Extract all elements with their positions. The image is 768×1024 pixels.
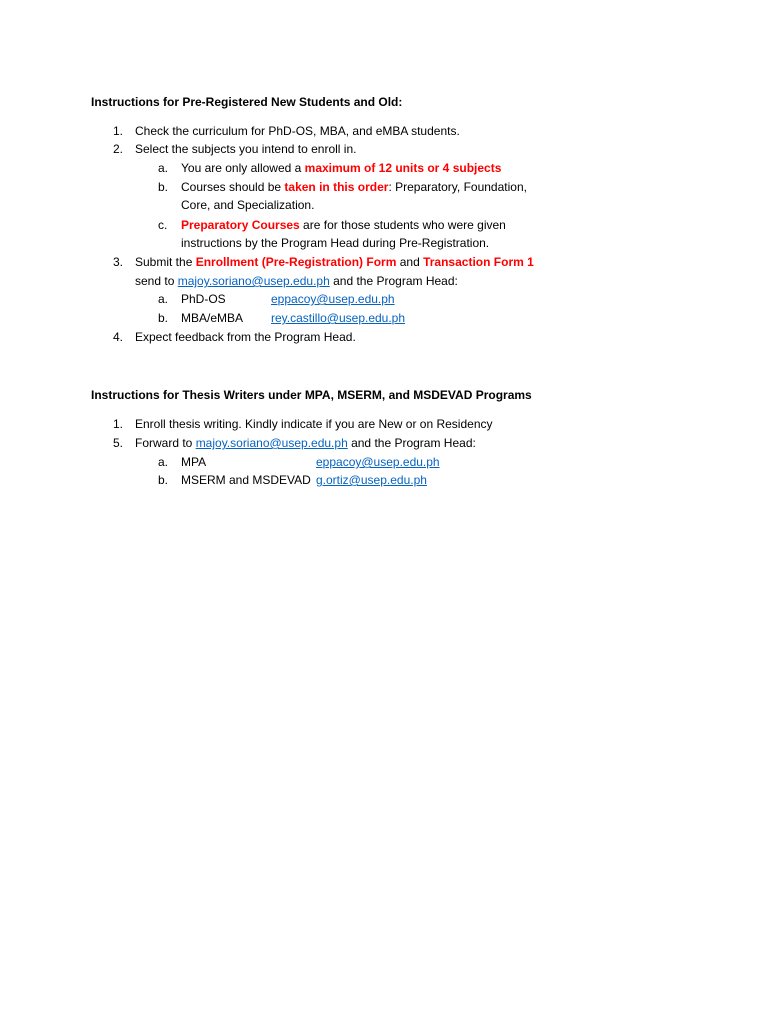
sublist-text: Courses should be xyxy=(181,180,285,194)
list-item-text: Select the subjects you intend to enroll in. xyxy=(135,142,357,156)
sublist-item xyxy=(181,178,527,196)
sublist-item xyxy=(181,216,506,234)
sublist-letter: c. xyxy=(158,218,168,232)
email-link[interactable]: majoy.soriano@usep.edu.ph xyxy=(177,274,330,288)
list-text: send to xyxy=(135,274,178,288)
email-link[interactable]: eppacoy@usep.edu.ph xyxy=(271,292,395,306)
sublist-text: are for those students who were given xyxy=(299,218,506,232)
list-item-text xyxy=(135,434,476,452)
sublist-continuation: instructions by the Program Head during Pre-Registration. xyxy=(181,236,490,250)
list-number: 2. xyxy=(113,142,124,156)
sublist-letter: b. xyxy=(158,180,169,194)
email-link[interactable]: eppacoy@usep.edu.ph xyxy=(316,455,440,469)
list-number: 1. xyxy=(113,417,124,431)
sublist-text: You are only allowed a xyxy=(181,161,305,175)
list-item-text: Check the curriculum for PhD-OS, MBA, and eMBA students. xyxy=(135,124,460,138)
list-number: 3. xyxy=(113,255,124,269)
sublist-continuation: Core, and Specialization. xyxy=(181,198,315,212)
program-label: MSERM and MSDEVAD xyxy=(181,473,311,487)
list-item-text xyxy=(135,253,534,271)
list-item-text: Expect feedback from the Program Head. xyxy=(135,330,356,344)
list-text: Submit the xyxy=(135,255,196,269)
program-label: MBA/eMBA xyxy=(181,311,244,325)
sublist-letter: b. xyxy=(158,311,169,325)
list-item-text: Enroll thesis writing. Kindly indicate if you are New or on Residency xyxy=(135,417,493,431)
list-number: 5. xyxy=(113,436,124,450)
sublist-text: : Preparatory, Foundation, xyxy=(388,180,527,194)
list-number: 1. xyxy=(113,124,124,138)
emphasis-text: Enrollment (Pre-Registration) Form xyxy=(195,255,397,269)
emphasis-text: maximum of 12 units or 4 subjects xyxy=(304,161,502,175)
list-text: and the Program Head: xyxy=(347,436,476,450)
list-text: and the Program Head: xyxy=(329,274,458,288)
program-label: PhD-OS xyxy=(181,292,226,306)
list-number: 4. xyxy=(113,330,124,344)
sublist-letter: a. xyxy=(158,455,169,469)
section2-heading: Instructions for Thesis Writers under MPA, MSERM, and MSDEVAD Programs xyxy=(91,388,532,402)
program-label: MPA xyxy=(181,455,207,469)
sublist-letter: a. xyxy=(158,161,169,175)
list-continuation xyxy=(135,272,458,290)
sublist-letter: b. xyxy=(158,473,169,487)
section1-heading: Instructions for Pre-Registered New Students and Old: xyxy=(91,95,403,109)
emphasis-text: Transaction Form 1 xyxy=(423,255,534,269)
email-link[interactable]: majoy.soriano@usep.edu.ph xyxy=(195,436,348,450)
emphasis-text: taken in this order xyxy=(284,180,389,194)
email-link[interactable]: rey.castillo@usep.edu.ph xyxy=(271,311,406,325)
list-text: and xyxy=(396,255,424,269)
email-link[interactable]: g.ortiz@usep.edu.ph xyxy=(316,473,427,487)
sublist-letter: a. xyxy=(158,292,169,306)
list-text: Forward to xyxy=(135,436,196,450)
emphasis-text: Preparatory Courses xyxy=(181,218,300,232)
sublist-item xyxy=(181,159,501,177)
